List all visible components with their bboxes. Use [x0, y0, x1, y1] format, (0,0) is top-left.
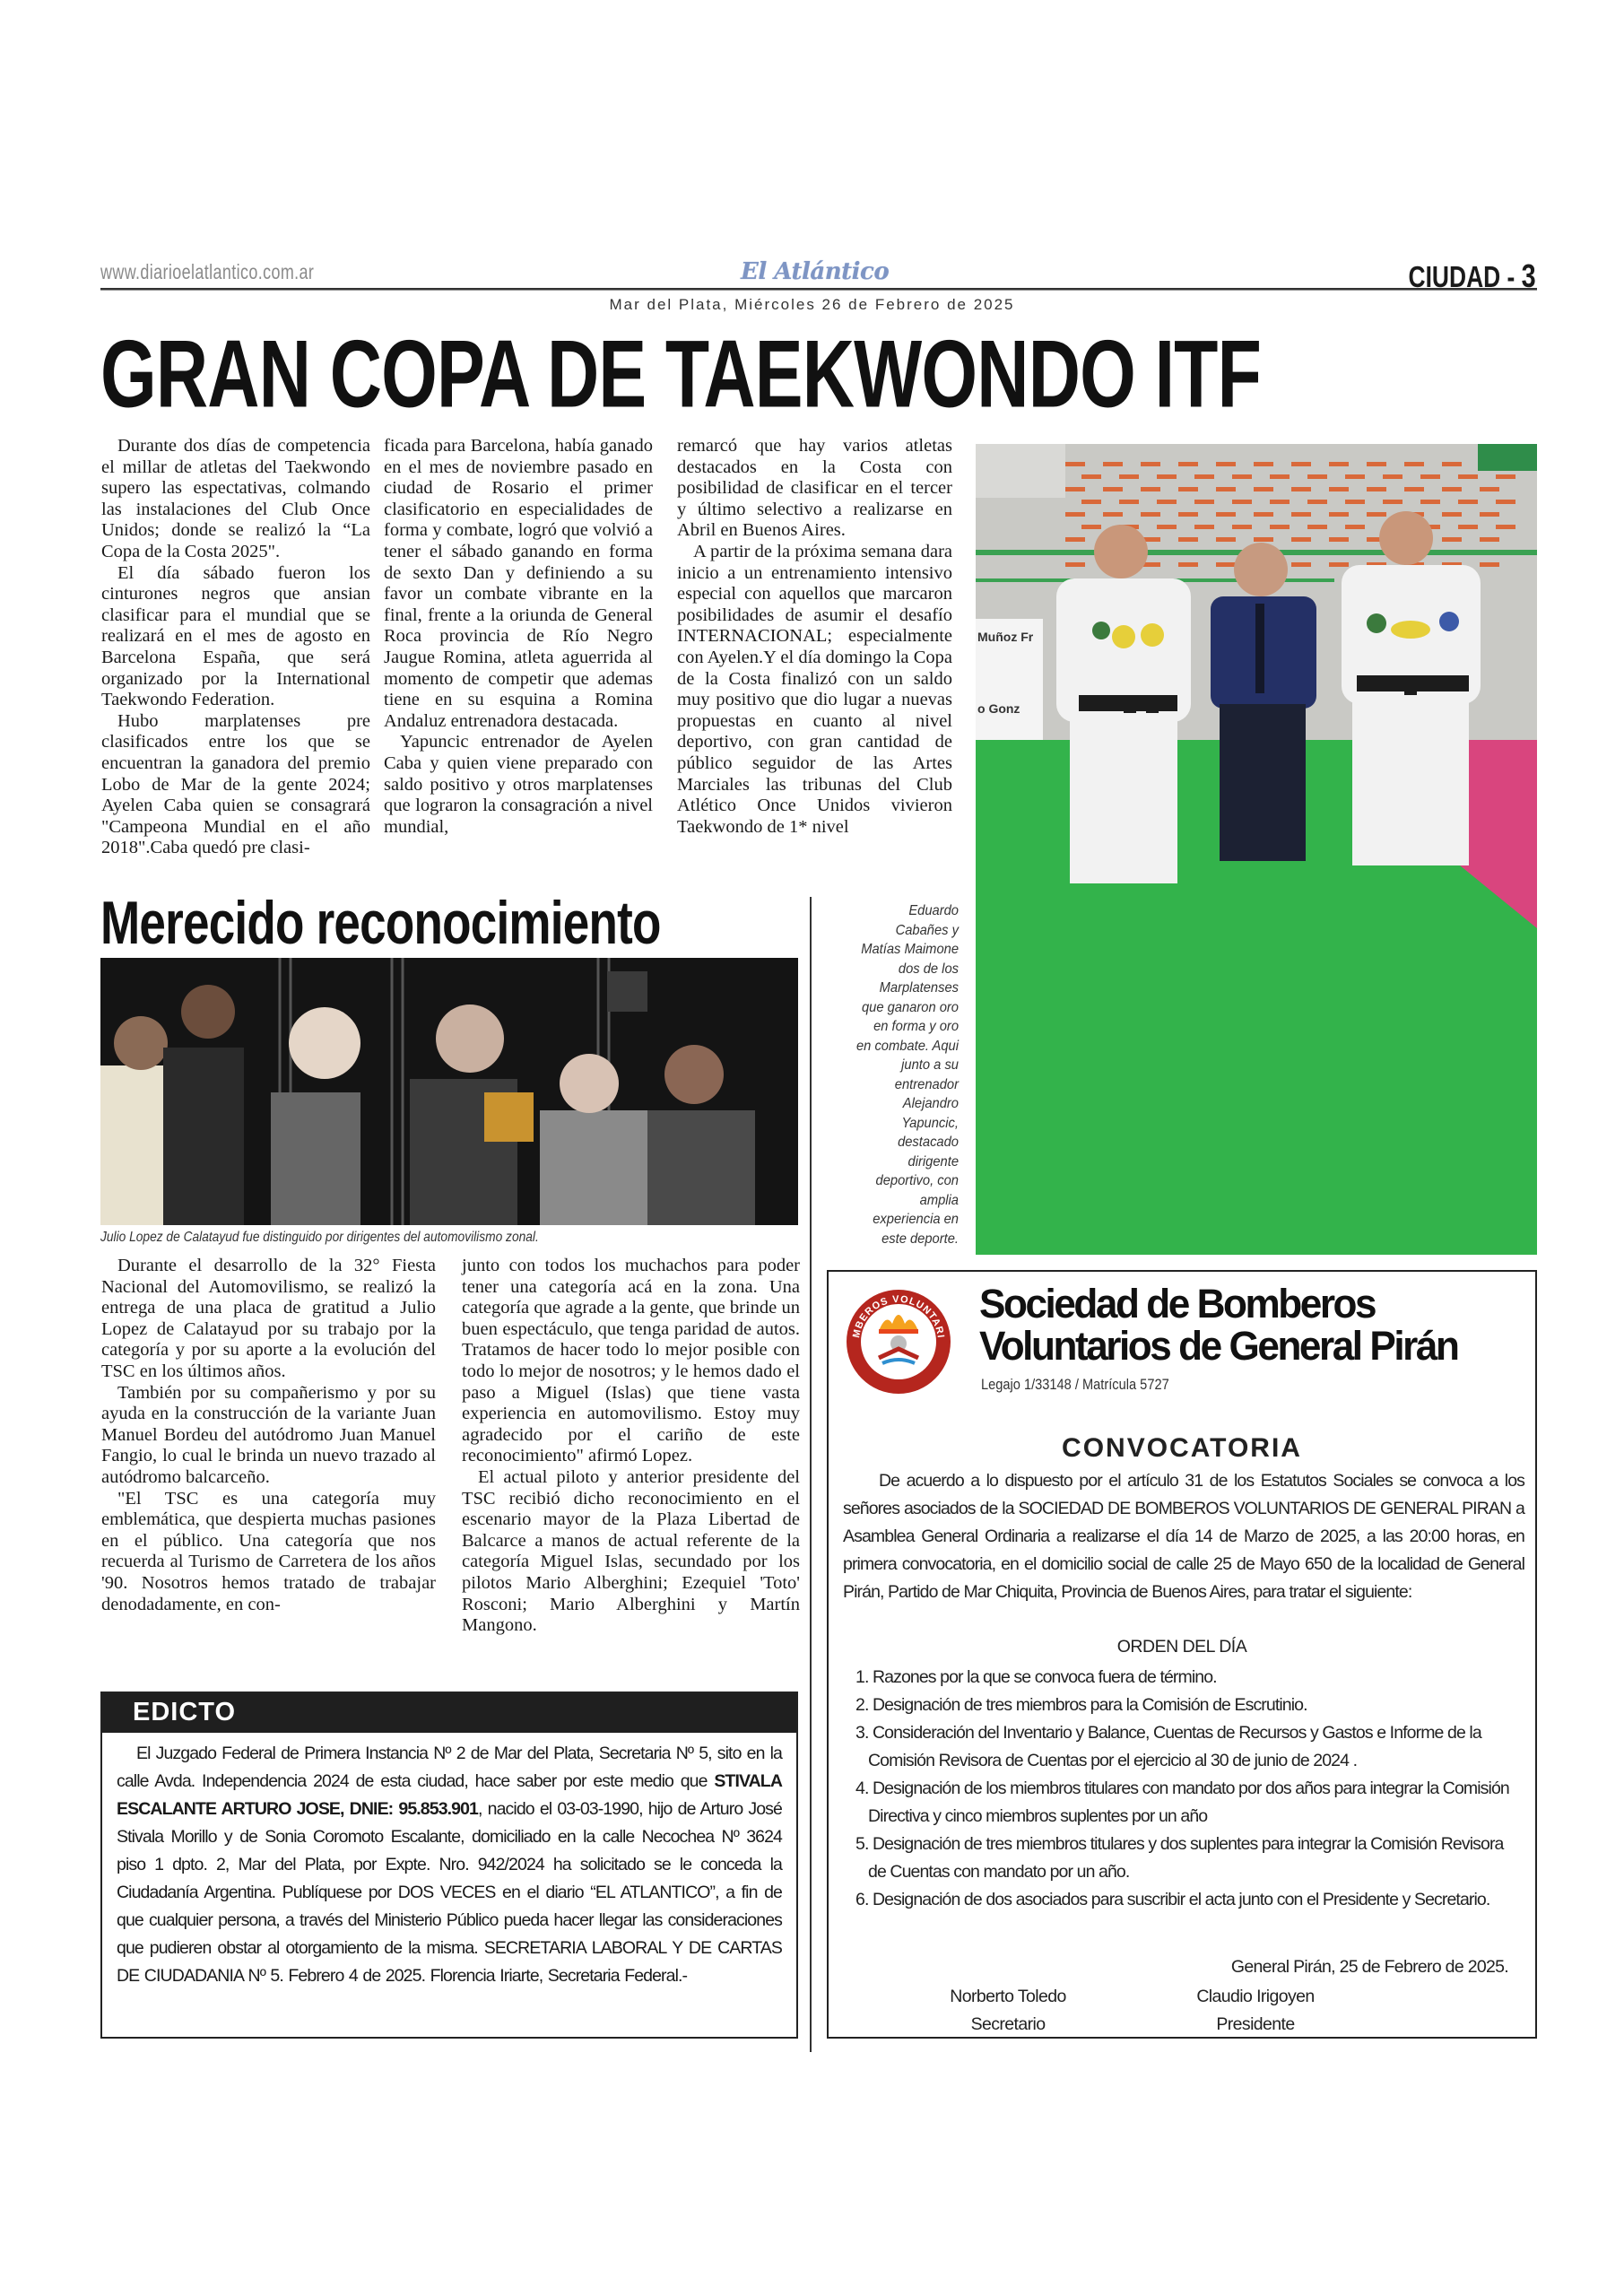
stadium-seat: [1291, 512, 1311, 517]
stadium-seat: [1291, 462, 1311, 466]
title-line: Sociedad de Bomberos: [979, 1281, 1376, 1326]
signature-presidente: [1166, 1983, 1345, 2039]
paragraph: Hubo marplatenses pre clasificados entre los que se encuentran la ganadora del premio Lobo de Mar de la gente 2024; Ayelen Caba quien se consagrará "Campeona Mundial en el año 2018".Caba quedó pre clasi-: [101, 710, 370, 858]
signature-role: Presidente: [1216, 2014, 1295, 2034]
edicto-notice: [100, 1692, 798, 2039]
column-divider: [810, 897, 812, 2052]
stadium-seat: [1178, 487, 1198, 491]
stadium-seat: [1119, 474, 1139, 479]
paragraph: El actual piloto y anterior presidente del TSC recibió dicho reconocimiento en el escenario mayor de la Plaza Libertad de Balcarce a manos de actual referente de la categoría Miguel Islas, secundado por los pilotos Mario Alberghini; Ezequiel 'Toto' Rosconi; Mario Alberghini y Martín Mangono.: [462, 1466, 800, 1636]
edicto-body: [117, 1740, 782, 1990]
stadium-seat: [1232, 474, 1252, 479]
stadium-seat: [1345, 525, 1365, 529]
stadium-seat: [1194, 525, 1214, 529]
stadium-seat: [1081, 474, 1101, 479]
stadium-seat: [1141, 487, 1160, 491]
stadium-seat: [1270, 500, 1290, 504]
stadium-seat: [1458, 525, 1478, 529]
edicto-header-bar: [102, 1693, 796, 1733]
award-photo-illustration: [100, 958, 798, 1225]
stadium-seat: [1194, 500, 1214, 504]
stadium-seat: [1442, 537, 1462, 542]
stadium-seat: [1157, 500, 1177, 504]
stadium-seat: [1141, 462, 1160, 466]
stadium-seat: [1307, 500, 1327, 504]
signature-name: Claudio Irigoyen: [1196, 1987, 1315, 2006]
bomberos-logo-icon: [843, 1286, 954, 1397]
secondary-headline: Merecido reconocimiento: [100, 889, 661, 957]
stadium-seat: [1178, 512, 1198, 517]
stadium-seat: [1383, 474, 1403, 479]
stadium-seat: [1329, 462, 1349, 466]
stadium-seat: [1458, 474, 1478, 479]
stadium-seat: [1329, 537, 1349, 542]
section-name: CIUDAD -: [1408, 260, 1522, 293]
issue-date: Mar del Plata, Miércoles 26 de Febrero de 2025: [609, 296, 1015, 313]
stadium-seat: [1254, 487, 1273, 491]
convocatoria-title: CONVOCATORIA: [1062, 1433, 1302, 1463]
stadium-seat: [1216, 462, 1236, 466]
paragraph: Durante dos días de competencia el millar de atletas del Taekwondo supero las espectativas, colmando las instalaciones del Club Once Unidos; donde se realizó la “La Copa de la Costa 2025".: [101, 436, 370, 561]
paragraph: El día sábado fueron los cinturones negros que ansian clasificar para el mundial que se realizará en el mes de agosto en Barcelona España, que será organizado por la International Taekwondo Federation.: [101, 562, 370, 710]
stadium-seat: [1291, 487, 1311, 491]
taekwondo-photo-caption: Eduardo Cabañes y Matías Maimone dos de los Marplatenses que ganaron oro en forma y oro en combate. Aqui junto a su entrenador Alejandro Yapuncic, destacado dirigente deportivo, con amplia experiencia en este deporte.: [855, 903, 959, 1247]
agenda-item: 3. Consideración del Inventario y Balance, Cuentas de Recursos y Gastos e Informe de la Comisión Revisora de Cuentas por el ejercicio al 30 de junio de 2024 .: [855, 1723, 1481, 1770]
edicto-title: EDICTO: [133, 1698, 237, 1726]
agenda-item: 1. Razones por la que se convoca fuera de término.: [855, 1667, 1217, 1687]
stadium-seat: [1480, 487, 1499, 491]
article-column: [384, 436, 653, 838]
convocatoria-paragraph: De acuerdo a lo dispuesto por el artículo 31 de los Estatutos Sociales se convoca a los señores asociados de la SOCIEDAD DE BOMBEROS VOLUNTARIOS DE GENERAL PIRAN a Asamblea General Ordinaria a realizarse el día 14 de Marzo de 2025, a las 20:00 horas, en primera convocatoria, en el domicilio social de calle 25 de Mayo 650 de la localidad de General Pirán, Partido de Mar Chiquita, Provincia de Buenos Aires, para tratar el siguiente:: [843, 1471, 1524, 1602]
stadium-seat: [1178, 537, 1198, 542]
signature-name: Norberto Toledo: [950, 1987, 1066, 2006]
stadium-seat: [1216, 562, 1236, 567]
bomberos-notice: [827, 1270, 1537, 2039]
stadium-seat: [1178, 562, 1198, 567]
stadium-seat: [1065, 462, 1085, 466]
paragraph: ficada para Barcelona, había ganado en el mes de noviembre pasado en ciudad de Rosario el primer clasificatorio en especialidades de forma y combate, logró que volvió a tener el sábado ganando en forma de sexto Dan y definiendo a su favor un combate vibrante en la final, frente a la oriunda de General Roca provincia de Río Negro Jaugue Romina, atleta aguerrida al momento de competir que ademas tiene en su esquina a Romina Andaluz entrenadora destacada.: [384, 436, 653, 731]
paragraph: "El TSC es una categoría muy emblemática, que despierta muchas pasiones en el público. Una categoría que nos recuerda al Turismo de Carretera de los años '90. Nosotros hemos tratado de trabajar denodadamente, en con-: [101, 1488, 436, 1614]
svg-text:GENERAL PIRAN: GENERAL PIRAN: [868, 1355, 929, 1378]
stadium-seat: [1270, 474, 1290, 479]
stadium-seat: [1345, 474, 1365, 479]
taekwondo-photo[interactable]: [976, 444, 1537, 1255]
convocatoria-body: [843, 1467, 1524, 1606]
stadium-seat: [1420, 474, 1440, 479]
award-ceremony-photo[interactable]: [100, 958, 798, 1225]
stadium-seat: [1081, 525, 1101, 529]
stadium-seat: [1270, 525, 1290, 529]
stadium-seat: [1194, 474, 1214, 479]
stadium-seat: [1367, 462, 1386, 466]
main-headline: GRAN COPA DE TAEKWONDO ITF: [100, 320, 1262, 428]
stadium-seat: [1442, 462, 1462, 466]
stadium-seat: [1458, 500, 1478, 504]
stadium-seat: [1103, 487, 1123, 491]
paragraph: remarcó que hay varios atletas destacados en la Costa con posibilidad de clasificar en el tercer y último selectivo a realizarse en Abril en Buenos Aires.: [677, 436, 952, 541]
stadium-seat: [1157, 474, 1177, 479]
title-line: Voluntarios de General Pirán: [979, 1323, 1458, 1369]
svg-text:o Gonz: o Gonz: [977, 701, 1020, 716]
edicto-text: El Juzgado Federal de Primera Instancia Nº 2 de Mar del Plata, Secretaria Nº 5, sito en la calle Avda. Independencia 2024 de esta ciudad, hace saber por este medio que: [117, 1744, 782, 1791]
page-number: 3: [1521, 257, 1536, 294]
paragraph: A partir de la próxima semana dara inicio a un entrenamiento intensivo especial con aquellos que marcaron posibilidades de asumir el desafío INTERNACIONAL; especialmente con Ayelen.Y el día domingo la Copa de la Costa finalizó con un saldo muy positivo que dio lugar a nuevas propuestas en cuanto al nivel deportivo, con gran cantidad de público seguidor de las Artes Marciales las tribunas del Club Atlético Once Unidos vivieron Taekwondo de 1* nivel: [677, 541, 952, 837]
agenda-item: 5. Designación de tres miembros titulares y dos suplentes para integrar la Comisión Revisora de Cuentas con mandato por un año.: [855, 1834, 1504, 1882]
stadium-seat: [1291, 537, 1311, 542]
stadium-seat: [1496, 474, 1515, 479]
newspaper-logo: El Atlántico: [741, 258, 890, 285]
stadium-seat: [1404, 462, 1424, 466]
stadium-seat: [1480, 537, 1499, 542]
article-column: [101, 1256, 436, 1615]
stadium-seat: [1216, 512, 1236, 517]
header-divider: [100, 288, 1537, 291]
agenda-item: 6. Designación de dos asociados para suscribir el acta junto con el Presidente y Secretario.: [855, 1890, 1490, 1909]
stadium-seat: [1081, 500, 1101, 504]
svg-text:Muñoz Fr: Muñoz Fr: [977, 630, 1034, 644]
legajo-matricula: Legajo 1/33148 / Matrícula 5727: [981, 1376, 1169, 1393]
stadium-seat: [1480, 512, 1499, 517]
stadium-seat: [1367, 512, 1386, 517]
stadium-seat: [1065, 537, 1085, 542]
stadium-seat: [1216, 537, 1236, 542]
stadium-seat: [1103, 512, 1123, 517]
paragraph: Durante el desarrollo de la 32° Fiesta Nacional del Automovilismo, se realizó la entrega de una placa de gratitud a Julio Lopez de Calatayud por su trabajo por la categoría y por su aporte a la evolución del TSC en los últimos años.: [101, 1256, 436, 1381]
stadium-seat: [1254, 462, 1273, 466]
stadium-seat: [1065, 512, 1085, 517]
edicto-person-id: STIVALA ESCALANTE ARTURO JOSE, DNIE: 95.853.901: [117, 1771, 782, 1819]
bomberos-title: [979, 1283, 1457, 1367]
stadium-seat: [1216, 487, 1236, 491]
stadium-seat: [1141, 512, 1160, 517]
stadium-seat: [1254, 537, 1273, 542]
paragraph: Yapuncic entrenador de Ayelen Caba y quien viene preparado con saldo positivo y otros marplatenses que lograron la consagración a nivel mundial,: [384, 732, 653, 837]
article-column: [677, 436, 952, 838]
paragraph: También por su compañerismo y por su ayuda en la construcción de la variante Juan Manuel Bordeu del autódromo Juan Manuel Fangio, lo cual le brinda un nuevo trazado al autódromo balcarceño.: [101, 1382, 436, 1487]
stadium-seat: [1367, 487, 1386, 491]
edicto-text: , nacido el 03-03-1990, hijo de Arturo José Stivala Morillo y de Sonia Coromoto Escalante, domiciliado en la calle Necochea Nº 3624 piso 1 dpto. 2, Mar del Plata, por Expte. Nro. 942/2024 ha solicitado se le conceda la Ciudadanía Argentina. Publíquese por DOS VECES en el diario “EL ATLANTICO”, a fin de que cualquier persona, a través del Ministerio Público pueda hacer llegar las consideraciones que pudieren obstar al otorgamiento de la misma. SECRETARIA LABORAL Y DE CARTAS DE CIUDADANIA Nº 5. Febrero 4 de 2025. Florencia Iriarte, Secretaria Federal.-: [117, 1799, 782, 1986]
stadium-seat: [1178, 462, 1198, 466]
place-and-date: General Pirán, 25 de Febrero de 2025.: [1230, 1957, 1508, 1977]
svg-text:BOMBEROS VOLUNTARIOS: MBEROS VOLUNTARI: [851, 1293, 946, 1340]
stadium-seat: [1442, 512, 1462, 517]
stadium-seat: [1496, 500, 1515, 504]
stadium-seat: [1232, 525, 1252, 529]
stadium-seat: [1329, 487, 1349, 491]
site-url[interactable]: www.diarioelatlantico.com.ar: [100, 260, 315, 283]
stadium-seat: [1404, 487, 1424, 491]
agenda-item: 2. Designación de tres miembros para la Comisión de Escrutinio.: [855, 1695, 1307, 1715]
article-column: [462, 1256, 800, 1637]
stadium-seat: [1329, 562, 1349, 567]
orden-del-dia-title: ORDEN DEL DÍA: [1116, 1637, 1247, 1657]
orden-del-dia-list: [855, 1664, 1510, 1914]
signature-role: Secretario: [970, 2014, 1046, 2034]
stadium-seat: [1232, 500, 1252, 504]
stadium-seat: [1329, 512, 1349, 517]
stadium-seat: [1442, 487, 1462, 491]
stadium-seat: [1496, 525, 1515, 529]
stadium-seat: [1157, 525, 1177, 529]
stadium-seat: [1291, 562, 1311, 567]
taekwondo-photo-illustration: [976, 444, 1537, 1255]
stadium-seat: [1307, 474, 1327, 479]
article-column: [101, 436, 370, 859]
stadium-seat: [1307, 525, 1327, 529]
edicto-paragraph: [117, 1740, 782, 1990]
paragraph: junto con todos los muchachos para poder tener una categoría acá en la zona. Una categoría que agrade a la gente, que brinde un buen espectáculo, que tenga paridad de autos. Tratamos de hacer todo lo mejor posible con todo lo mejor de nosotros; y le hemos dado el paso a Miguel (Islas) que tiene vasta experiencia en automovilismo. Estoy muy agradecido por el cariño de este reconocimiento" afirmó Lopez.: [462, 1256, 800, 1466]
stadium-seat: [1119, 500, 1139, 504]
stadium-seat: [1254, 512, 1273, 517]
stadium-seat: [1065, 562, 1085, 567]
stadium-seat: [1065, 487, 1085, 491]
agenda-item: 4. Designación de los miembros titulares con mandato por dos años para integrar la Comisión Directiva y cinco miembros suplentes por un año: [855, 1779, 1509, 1826]
stadium-seat: [1345, 500, 1365, 504]
award-photo-caption: Julio Lopez de Calatayud fue distinguido por dirigentes del automovilismo zonal.: [100, 1230, 539, 1245]
stadium-seat: [1103, 462, 1123, 466]
stadium-seat: [1383, 500, 1403, 504]
signature-secretario: [918, 1983, 1098, 2039]
stadium-seat: [1420, 500, 1440, 504]
stadium-seat: [1480, 562, 1499, 567]
